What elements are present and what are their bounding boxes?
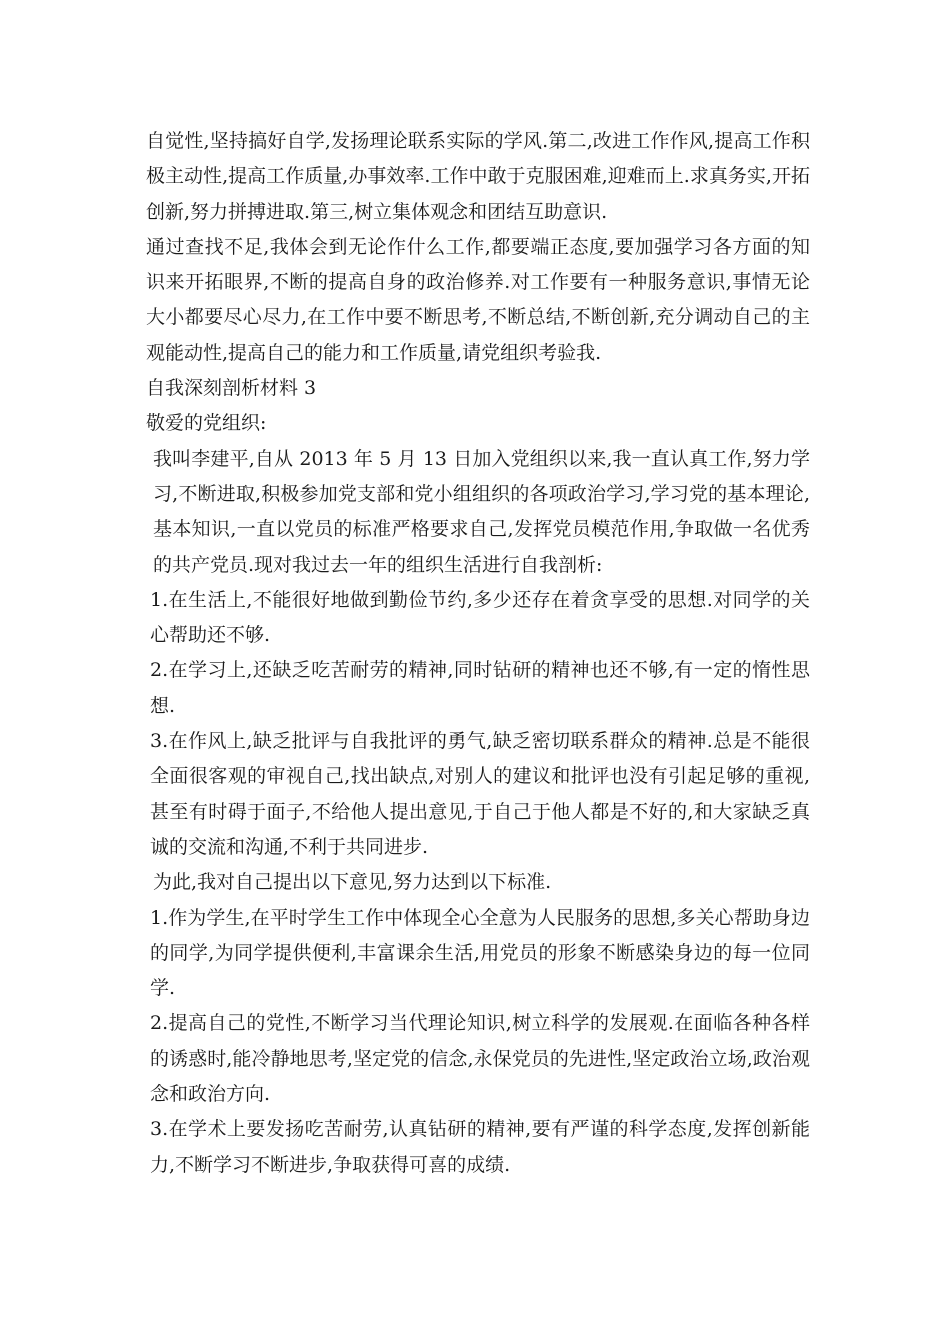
document-page	[146, 124, 810, 1183]
paragraph-introduction: 我叫李建平,自从 2013 年 5 月 13 日加入党组织以来,我一直认真工作,努力学习,不断进取,积极参加党支部和党小组组织的各项政治学习,学习党的基本理论,基本知识,一直以党员的标准严格要求自己,发挥党员模范作用,争取做一名优秀的共产党员.现对我过去一年的组织生活进行自我剖析:	[153, 447, 810, 576]
list-item-student: 1.作为学生,在平时学生工作中体现全心全意为人民服务的思想,多关心帮助身边的同学,为同学提供便利,丰富课余生活,用党员的形象不断感染身边的每一位同学.	[150, 906, 810, 1000]
list-item-study: 2.在学习上,还缺乏吃苦耐劳的精神,同时钻研的精神也还不够,有一定的惰性思想.	[150, 659, 810, 717]
list-item-party-spirit: 2.提高自己的党性,不断学习当代理论知识,树立科学的发展观.在面临各种各样的诱惑时,能冷静地思考,坚定党的信念,永保党员的先进性,坚定政治立场,政治观念和政治方向.	[150, 1012, 810, 1106]
salutation: 敬爱的党组织:	[146, 412, 267, 435]
list-item-style: 3.在作风上,缺乏批评与自我批评的勇气,缺乏密切联系群众的精神.总是不能很全面很客观的审视自己,找出缺点,对别人的建议和批评也没有引起足够的重视,甚至有时碍于面子,不给他人提出意见,于自己于他人都是不好的,和大家缺乏真诚的交流和沟通,不利于共同进步.	[150, 730, 810, 858]
list-item-academics: 3.在学术上要发扬吃苦耐劳,认真钻研的精神,要有严谨的科学态度,发挥创新能力,不断学习不断进步,争取获得可喜的成绩.	[150, 1118, 810, 1176]
paragraph-standards-intro: 为此,我对自己提出以下意见,努力达到以下标准.	[153, 871, 552, 894]
list-item-life: 1.在生活上,不能很好地做到勤俭节约,多少还存在着贪享受的思想.对同学的关心帮助还不够.	[150, 588, 810, 647]
paragraph-reflection: 通过查找不足,我体会到无论作什么工作,都要端正态度,要加强学习各方面的知识来开拓眼界,不断的提高自身的政治修养.对工作要有一种服务意识,事情无论大小都要尽心尽力,在工作中要不断思考,不断总结,不断创新,充分调动自己的主观能动性,提高自己的能力和工作质量,请党组织考验我.	[146, 235, 810, 364]
paragraph-self-awareness: 自觉性,坚持搞好自学,发扬理论联系实际的学风.第二,改进工作作风,提高工作积极主动性,提高工作质量,办事效率.工作中敢于克服困难,迎难而上.求真务实,开拓创新,努力拼搏进取.第三,树立集体观念和团结互助意识.	[146, 130, 810, 223]
section-heading: 自我深刻剖析材料 3	[146, 377, 317, 400]
